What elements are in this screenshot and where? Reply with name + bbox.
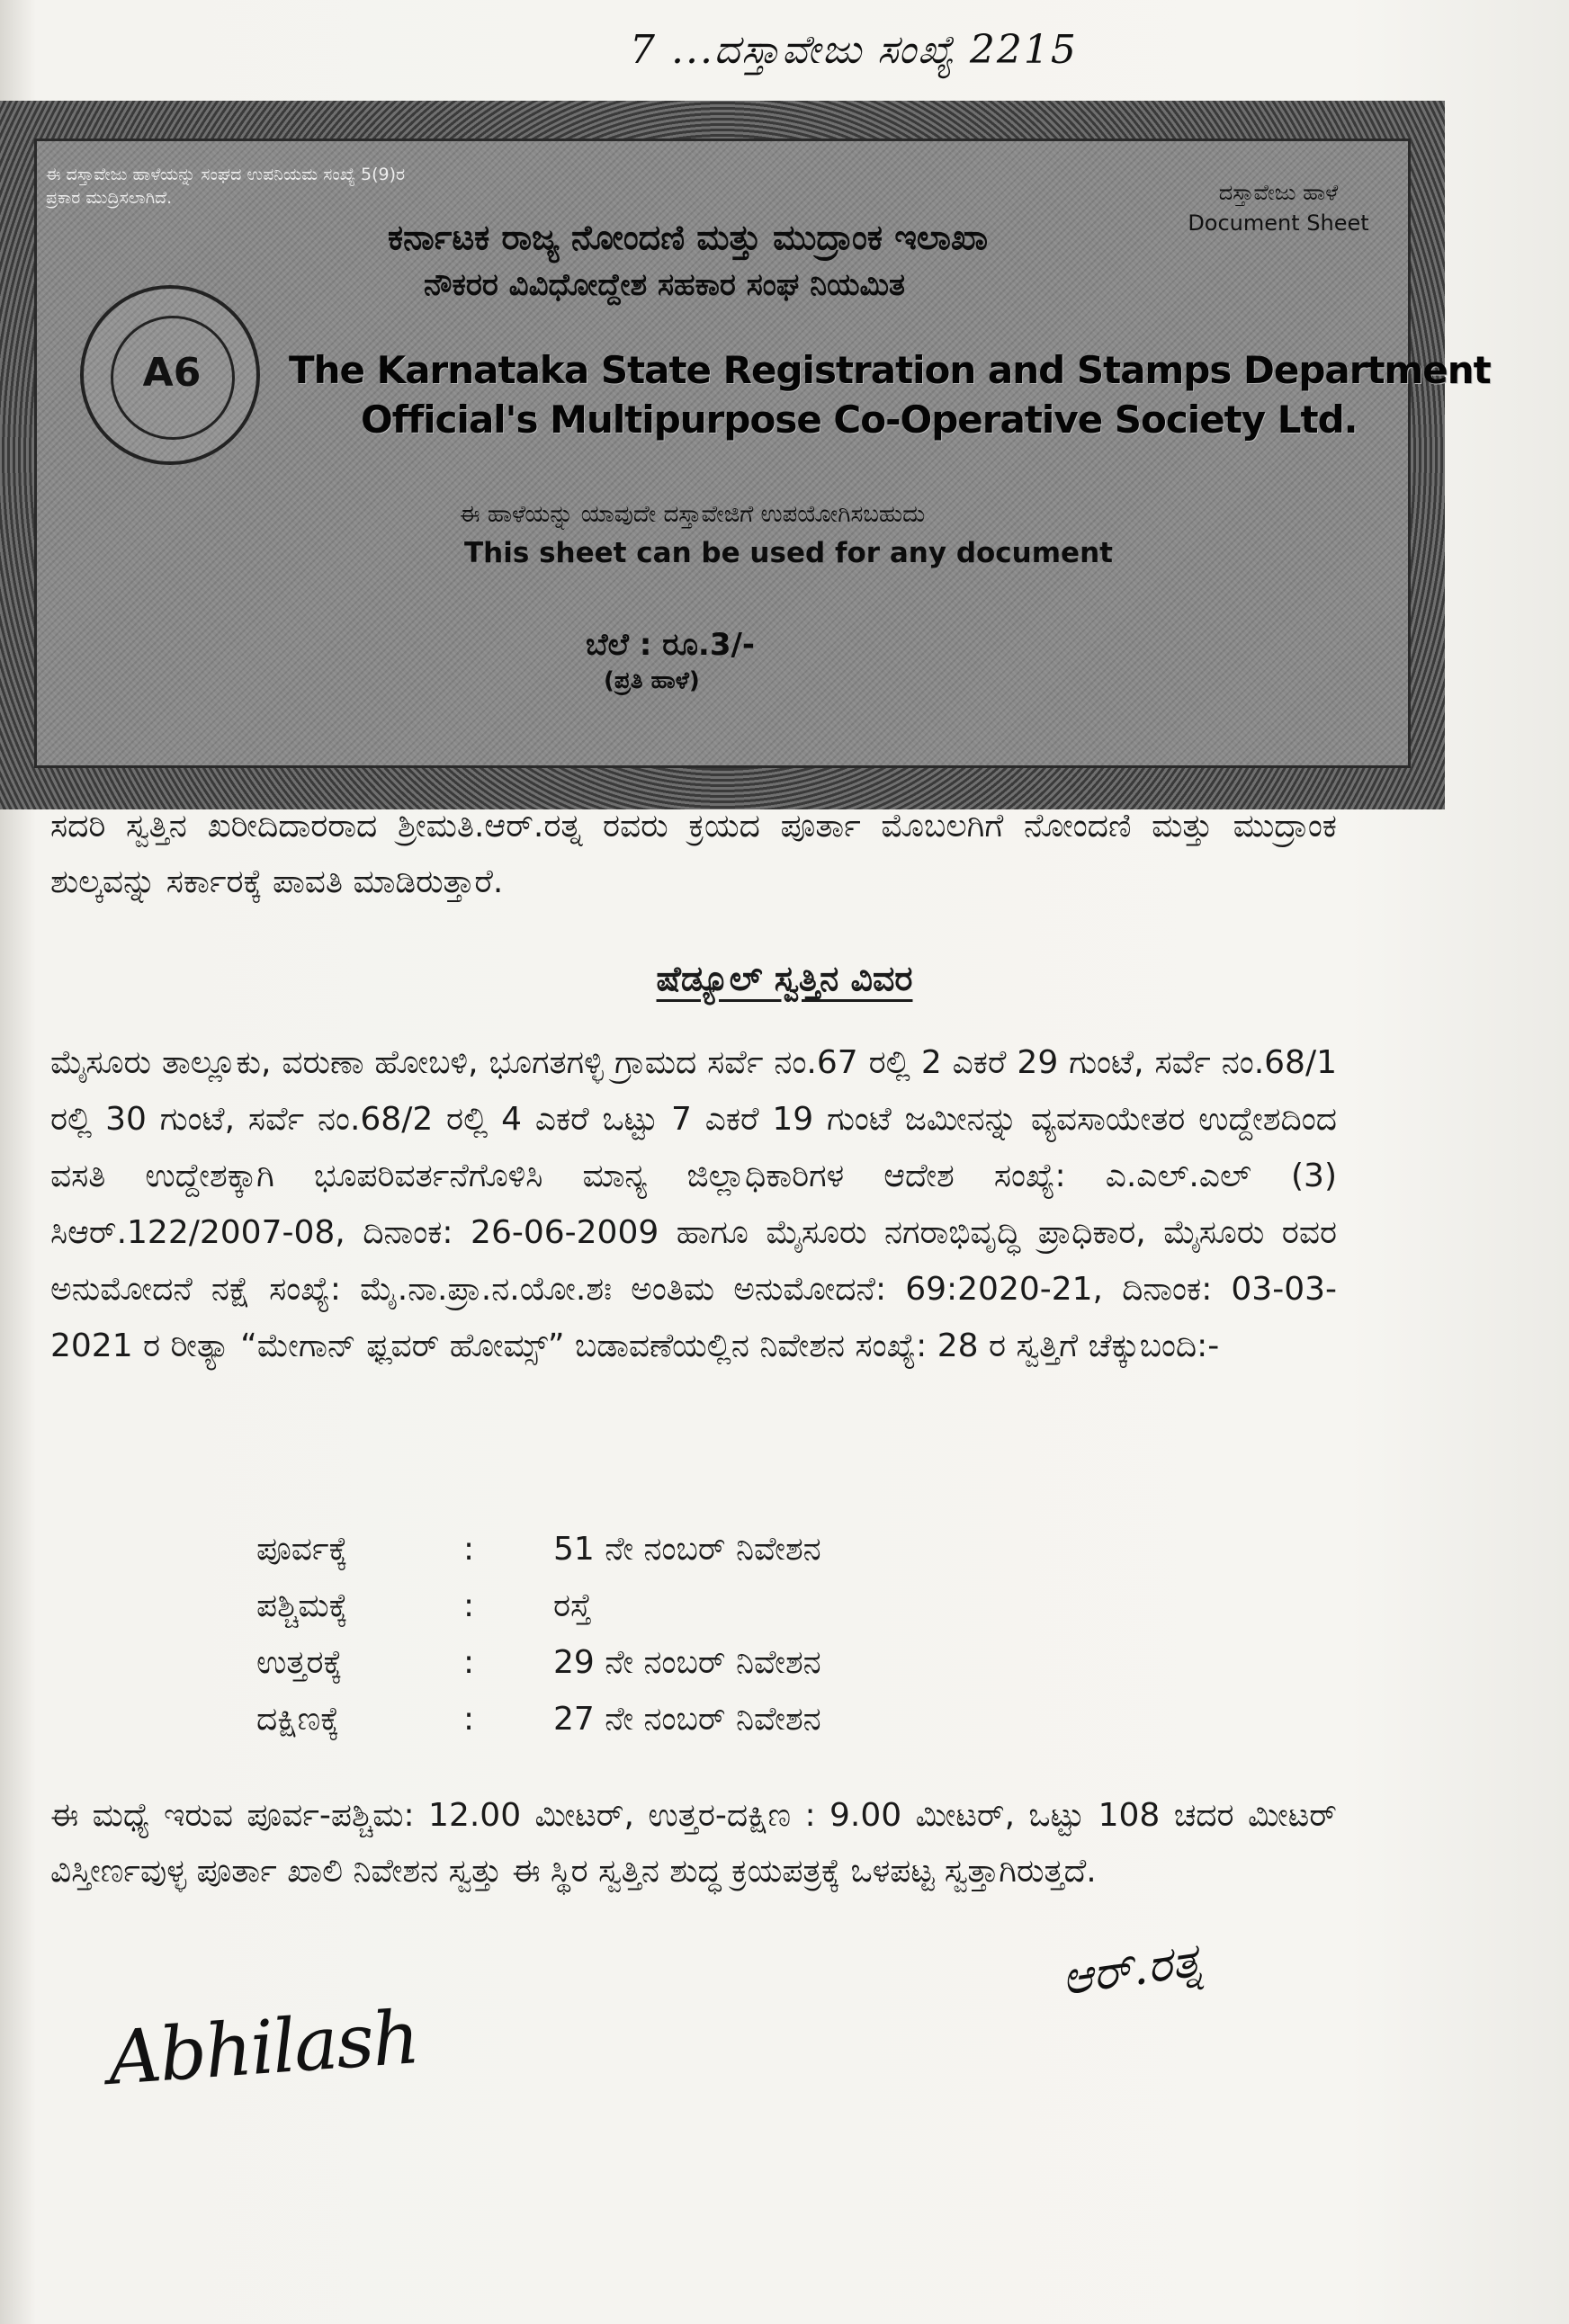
boundary-separator: : xyxy=(463,1701,475,1738)
payment-statement-paragraph: ಸದರಿ ಸ್ವತ್ತಿನ ಖರೀದಿದಾರರಾದ ಶ್ರೀಮತಿ.ಆರ್.ರತ್ನ ರವರು ಕ್ರಯದ ಪೂರ್ತಾ ಮೊಬಲಗಿಗೆ ನೋಂದಣಿ ಮತ್ತು ಮುದ್ರಾಂಕ ಶುಲ್ಕವನ್ನು ಸರ್ಕಾರಕ್ಕೆ ಪಾವತಿ ಮಾಡಿರುತ್ತಾರೆ. xyxy=(50,808,1337,900)
schedule-description-paragraph: ಮೈಸೂರು ತಾಲ್ಲೂಕು, ವರುಣಾ ಹೋಬಳಿ, ಭೂಗತಗಳ್ಳಿ ಗ್ರಾಮದ ಸರ್ವೆ ನಂ.67 ರಲ್ಲಿ 2 ಎಕರೆ 29 ಗುಂಟೆ, ಸರ್ವೆ ನಂ.68/1 ರಲ್ಲಿ 30 ಗುಂಟೆ, ಸರ್ವೆ ನಂ.68/2 ರಲ್ಲಿ 4 ಎಕರೆ ಒಟ್ಟು 7 ಎಕರೆ 19 ಗುಂಟೆ ಜಮೀನನ್ನು ವ್ಯವಸಾಯೇತರ ಉದ್ದೇಶದಿಂದ ವಸತಿ ಉದ್ದೇಶಕ್ಕಾಗಿ ಭೂಪರಿವರ್ತನೆಗೊಳಿಸಿ ಮಾನ್ಯ ಜಿಲ್ಲಾಧಿಕಾರಿಗಳ ಆದೇಶ ಸಂಖ್ಯೆ: ಎ.ಎಲ್.ಎಲ್ (3) ಸಿಆರ್.122/2007-08, ದಿನಾಂಕ: 26-06-2009 ಹಾಗೂ ಮೈಸೂರು ನಗರಾಭಿವೃದ್ಧಿ ಪ್ರಾಧಿಕಾರ, ಮೈಸೂರು ರವರ ಅನುಮೋದನೆ ನಕ್ಷೆ ಸಂಖ್ಯೆ: ಮೈ.ನಾ.ಪ್ರಾ.ನ.ಯೋ.ಶಃ ಅಂತಿಮ ಅನುಮೋದನೆ: 69:2020-21, ದಿನಾಂಕ: 03-03-2021 ರ ರೀತ್ಯಾ “ಮೇಗಾನ್ ಫ್ಲವರ್ ಹೋಮ್ಸ್” ಬಡಾವಣೆಯಲ್ಲಿನ ನಿವೇಶನ ಸಂಖ್ಯೆ: 28 ರ ಸ್ವತ್ತಿಗೆ ಚೆಕ್ಕುಬಂದಿ:- xyxy=(50,1044,1337,1364)
boundary-separator: : xyxy=(463,1531,475,1568)
schedule-heading-text: ಷೆಡ್ಯೂಲ್ ಸ್ವತ್ತಿನ ವಿವರ xyxy=(656,959,913,998)
measurement-paragraph: ಈ ಮಧ್ಯೆ ಇರುವ ಪೂರ್ವ-ಪಶ್ಚಿಮ: 12.00 ಮೀಟರ್, ಉತ್ತರ-ದಕ್ಷಿಣ : 9.00 ಮೀಟರ್, ಒಟ್ಟು 108 ಚದರ ಮೀಟರ್ ವಿಸ್ತೀರ್ಣವುಳ್ಳ ಪೂರ್ತಾ ಖಾಲಿ ನಿವೇಶನ ಸ್ವತ್ತು ಈ ಸ್ಥಿರ ಸ್ವತ್ತಿನ ಶುದ್ಧ ಕ್ರಯಪತ್ರಕ್ಕೆ ಒಳಪಟ್ಟ ಸ್ವತ್ತಾಗಿರುತ್ತದೆ. xyxy=(50,1797,1337,1890)
boundary-direction: ದಕ್ಷಿಣಕ್ಕೆ xyxy=(256,1701,340,1738)
stamp-sheet-panel xyxy=(34,139,1491,768)
boundary-value: ರಸ್ತೆ xyxy=(553,1587,592,1624)
stamp-price-subnote: (ಪ್ರತಿ ಹಾಳೆ) xyxy=(604,667,700,694)
stamp-corner-note-left: ಈ ದಸ್ತಾವೇಜು ಹಾಳೆಯನ್ನು ಸಂಘದ ಉಪನಿಯಮ ಸಂಖ್ಯೆ 5(9)ರ ಪ್ರಕಾರ ಮುದ್ರಿಸಲಾಗಿದೆ. xyxy=(46,165,406,208)
stamp-kannada-subtitle: ನೌಕರರ ವಿವಿಧೋದ್ದೇಶ ಸಹಕಾರ ಸಂಘ ನಿಯಮಿತ xyxy=(424,267,906,303)
stamp-kannada-usage-note: ಈ ಹಾಳೆಯನ್ನು ಯಾವುದೇ ದಸ್ತಾವೇಜಿಗೆ ಉಪಯೋಗಿಸಬಹುದು xyxy=(460,501,926,528)
schedule-heading xyxy=(0,952,1569,1006)
boundary-direction: ಪೂರ್ವಕ್ಕೆ xyxy=(256,1531,348,1568)
stamp-english-subtitle: Official's Multipurpose Co-Operative Society Ltd. xyxy=(361,398,1358,442)
boundary-separator: : xyxy=(463,1644,475,1681)
boundary-separator: : xyxy=(463,1587,475,1624)
handwritten-document-number: 7 ...ದಸ್ತಾವೇಜು ಸಂಖ್ಯೆ 2215 xyxy=(630,27,1078,73)
boundary-value: 51 ನೇ ನಂಬರ್ ನಿವೇಶನ xyxy=(553,1531,821,1568)
stamp-english-title: The Karnataka State Registration and Stamps Department xyxy=(289,348,1491,392)
boundary-direction: ಪಶ್ಚಿಮಕ್ಕೆ xyxy=(256,1587,348,1624)
stamp-english-usage-note: This sheet can be used for any document xyxy=(464,537,1113,569)
english-signature: Abhilash xyxy=(105,1995,421,2102)
seal-code: A6 xyxy=(142,350,202,396)
kannada-signature: ಆರ್.ರತ್ನ xyxy=(1058,1933,1206,2007)
stamp-corner-note-right: ದಸ್ತಾವೇಜು ಹಾಳೆ Document Sheet xyxy=(1188,180,1369,236)
boundary-direction: ಉತ್ತರಕ್ಕೆ xyxy=(256,1644,343,1681)
stamp-sheet-border xyxy=(0,101,1491,809)
stamp-price: ಬೆಲೆ : ರೂ.3/- xyxy=(586,627,756,663)
boundary-value: 27 ನೇ ನಂಬರ್ ನಿವೇಶನ xyxy=(553,1701,821,1738)
boundary-value: 29 ನೇ ನಂಬರ್ ನಿವೇಶನ xyxy=(553,1644,821,1681)
society-seal-icon xyxy=(80,285,260,465)
stamp-kannada-title: ಕರ್ನಾಟಕ ರಾಜ್ಯ ನೋಂದಣಿ ಮತ್ತು ಮುದ್ರಾಂಕ ಇಲಾಖಾ xyxy=(388,218,989,257)
